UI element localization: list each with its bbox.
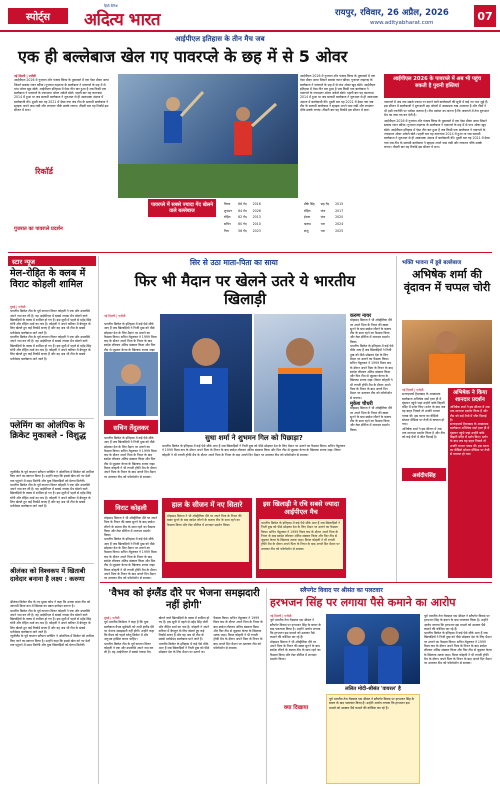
mid-right-name-2: मुकेश चौधरी bbox=[350, 400, 373, 407]
mid-photo-caption: सुधा शर्मा ने शुभमन गिल को पिछाड़ा? bbox=[205, 434, 303, 442]
lead-column-3 bbox=[300, 74, 378, 198]
left-col-body-3 bbox=[10, 600, 94, 780]
stats-cell: 60 गेंद bbox=[238, 222, 247, 227]
stats-cell: 2010 bbox=[252, 222, 261, 227]
section-label: स्पोर्ट्स bbox=[8, 8, 68, 24]
stats2-cell: ईशान bbox=[304, 215, 311, 220]
left-col-text-3c: न्यूजीलैंड के पूर्व कप्तान स्टीफन फ्लेमिंग ने ओलंपिक में क्रिकेट को शामिल किए जाने का स्वागत किया है। उन्होंने कहा कि इससे खेल को नए देशों तक पहुंचने में मदद मिलेगी और युवा खिलाड़ियों को प्रेरणा मिलेगी। bbox=[10, 634, 94, 647]
stats-cell: शुभमन bbox=[224, 208, 233, 213]
lead-stats-table-2 bbox=[300, 200, 347, 235]
mid-box-2-body: भारतीय क्रिकेट के इतिहास में कई ऐसे मौके आए हैं जब खिलाड़ियों ने निजी दुख को पीछे छोड़कर देश के लिए मैदान पर उतरने का फैसला किया। सचिन तेंदुलकर ने 1999 विश्व कप के दौरान अपने पिता के निधन के बाद स्वदेश लौटकर अंतिम संस्कार किया और फिर टीम से जुड़कर केन्या के खिलाफ शतक जड़ा। विराट कोहली ने भी रणजी ट्रॉफी मैच के दौरान अपने पिता के निधन के बाद अगले दिन मैदान पर उतरकर टीम को फॉलोऑन से बचाया। bbox=[259, 519, 343, 569]
stats2-cell: डीके सिंह bbox=[304, 202, 315, 207]
stats-cell: 62 गेंद bbox=[238, 215, 247, 220]
logo-tagline: हिंदी दैनिक bbox=[104, 4, 119, 8]
bottom-right-text-d: भारतीय क्रिकेट के इतिहास में कई ऐसे मौके आए हैं जब खिलाड़ियों ने निजी दुख को पीछे छोड़कर देश के लिए मैदान पर उतरने का फैसला किया। सचिन तेंदुलकर ने 1999 विश्व कप के दौरान अपने पिता के निधन के बाद स्वदेश लौटकर अंतिम संस्कार किया और फिर टीम से जुड़कर केन्या के खिलाफ शतक जड़ा। विराट कोहली ने भी रणजी ट्रॉफी मैच के दौरान अपने पिता के निधन के बाद अगले दिन मैदान पर उतरकर टीम को फॉलोऑन से बचाया। bbox=[424, 631, 492, 666]
bottom-yellow-box bbox=[326, 694, 420, 784]
stats2-cell: पांच bbox=[320, 215, 326, 220]
bottom-right-text-c: पूर्व भारतीय तेज गेंदबाज एस श्रीसंत ने स्लैपगेट विवाद पर हरभजन सिंह के बयान के बाद पलटवार किया है। उन्होंने आरोप लगाया कि हरभजन इस मामले को उठाकर पैसे कमाने की कोशिश कर रहे हैं। bbox=[424, 614, 490, 631]
lead-body-cont: आईपीएल 2026 में गुजरात और पंजाब किंग्स के मुकाबले में एक ऐसा मौका आया जिसने सबका ध्यान खींचा। गुजरात टाइटन्स के बल्लेबाज ने पावरप्ले के छह में से पांच ओवर खुद खेले। आईपीएल इतिहास में ऐसा तीन बार हुआ है जब किसी एक बल्लेबाज ने पावरप्ले के ज्यादातर ओवर अकेले खेले। पहली बार यह कारनामा 2014 में हुआ था जब सलामी बल्लेबाज ने शुरुआत से ही आक्रामक अंदाज में बल्लेबाजी की। दूसरी बार यह 2021 में देखा गया जब टीम के सलामी बल्लेबाज ने स्ट्राइक अपने पास रखी और लगातार चौके छक्के लगाए। तीसरी बार यह रिकॉर्ड इस सीजन में बना। bbox=[300, 74, 378, 113]
page-number: 07 bbox=[474, 5, 496, 27]
stats2-row bbox=[302, 202, 345, 207]
stats2-cell: चार bbox=[320, 228, 325, 233]
mid-subhead-2: विराट कोहली bbox=[104, 500, 158, 514]
right-kicker: भक्ति भावना में डूबे बल्लेबाज bbox=[402, 260, 462, 266]
left-col-headline: मेल-रोहित के क्लब में विराट कोहली शामिल bbox=[10, 268, 86, 290]
mid-photo-1 bbox=[104, 352, 158, 416]
bottom-left-byline: मुंबई | एजेंसी bbox=[104, 616, 120, 620]
col-rule-left bbox=[98, 256, 99, 784]
right-body-b: अभिषेक शर्मा ने इस सीजन में अब तक शानदार प्रदर्शन किया है और टीम को कई मैचों में जीत दिलाई है। bbox=[402, 426, 445, 440]
stats2-cell: 2020 bbox=[335, 215, 344, 220]
bottom-left-body bbox=[104, 616, 264, 784]
bottom-col-rule bbox=[266, 588, 267, 784]
bottom-right-col-3 bbox=[424, 614, 492, 784]
left-col-headline-3: श्रीलंका को विश्वकप में खिताबी दावेदार बनाना है लक्ष्य : करुणा bbox=[10, 567, 86, 583]
mid-box-1 bbox=[162, 498, 252, 578]
right-subhead: अर्शदीपसिंह bbox=[402, 468, 446, 481]
stats2-cell: चार bbox=[320, 222, 325, 227]
left-col-body-2 bbox=[10, 470, 94, 560]
stats2-row bbox=[302, 215, 345, 220]
mid-photo-2 bbox=[160, 314, 252, 432]
lead-right-body bbox=[384, 100, 490, 250]
stats-row bbox=[222, 209, 263, 214]
mid-intro bbox=[104, 322, 158, 350]
left-divider-1 bbox=[10, 418, 94, 419]
mid-subhead-1: सचिन तेंदुलकर bbox=[104, 420, 158, 434]
stats2-row bbox=[302, 222, 345, 227]
mid-byline: नई दिल्ली | एजेंसी bbox=[104, 314, 126, 318]
stats2-row bbox=[302, 228, 345, 233]
mid-right-name: करुण नायर bbox=[350, 313, 372, 319]
left-col-text-2b: भारतीय क्रिकेट टीम के पूर्व कप्तान विराट कोहली ने एक और उपलब्धि अपने नाम कर ली है। वह आईपीएल में सबसे ज्यादा मैच खेलने वाले खिलाड़ियों के क्लब में शामिल हो गए हैं। इस सूची में पहले से महेंद्र सिंह धोनी और रोहित शर्मा का नाम है। कोहली ने अपने करियर में बेंगलुरु के लिए खेलते हुए कई रिकॉर्ड बनाए हैं और वह अब भी टीम के सबसे भरोसेमंद बल्लेबाज माने जाते हैं। bbox=[10, 482, 92, 509]
lead-kicker: आईपीएल इतिहास के तीन मैच जब bbox=[175, 35, 265, 43]
right-box-title: अभिषेक ने किया शानदार प्रदर्शन bbox=[452, 390, 488, 403]
stats2-cell: छह गेंद bbox=[320, 202, 330, 207]
city-date: रायपुर, रविवार, 26 अप्रैल, 2026 bbox=[335, 8, 449, 18]
mid-right-text-c: मोहम्मद सिराज ने भी ऑस्ट्रेलिया दौरे पर अपने पिता के निधन की खबर सुनने के बाद स्वदेश लौटने के बजाय टीम के साथ रहने का फैसला किया और टेस्ट सीरीज में शानदार प्रदर्शन किया। bbox=[350, 406, 392, 432]
lead-subhead-2: गुजरात का पावरप्ले प्रदर्शन bbox=[14, 226, 63, 232]
stats2-cell: रोहित bbox=[304, 208, 311, 213]
mid-right-text-b: भारतीय क्रिकेट के इतिहास में कई ऐसे मौके आए हैं जब खिलाड़ियों ने निजी दुख को पीछे छोड़कर देश के लिए मैदान पर उतरने का फैसला किया। सचिन तेंदुलकर ने 1999 विश्व कप के दौरान अपने पिता के निधन के बाद स्वदेश लौटकर अंतिम संस्कार किया और फिर टीम से जुड़कर केन्या के खिलाफ शतक जड़ा। विराट कोहली ने भी रणजी ट्रॉफी मैच के दौरान अपने पिता के निधन के बाद अगले दिन मैदान पर उतरकर टीम को फॉलोऑन से बचाया। bbox=[350, 344, 394, 400]
mid-intro-text: भारतीय क्रिकेट के इतिहास में कई ऐसे मौके आए हैं जब खिलाड़ियों ने निजी दुख को पीछे छोड़कर देश के लिए मैदान पर उतरने का फैसला किया। सचिन तेंदुलकर ने 1999 विश्व कप के दौरान अपने पिता के निधन के बाद स्वदेश लौटकर अंतिम संस्कार किया और फिर टीम से जुड़कर केन्या के खिलाफ शतक जड़ा। bbox=[104, 322, 157, 352]
left-col-text: भारतीय क्रिकेट टीम के पूर्व कप्तान विराट कोहली ने एक और उपलब्धि अपने नाम कर ली है। वह आईपीएल में सबसे ज्यादा मैच खेलने वाले खिलाड़ियों के क्लब में शामिल हो गए हैं। इस सूची में पहले से महेंद्र सिंह धोनी और रोहित शर्मा का नाम है। कोहली ने अपने करियर में बेंगलुरु के लिए खेलते हुए कई रिकॉर्ड बनाए हैं और वह अब भी टीम के सबसे भरोसेमंद बल्लेबाज माने जाते हैं। bbox=[10, 309, 92, 335]
stats-row bbox=[222, 215, 263, 220]
mid-col-1 bbox=[104, 436, 158, 496]
bottom-right-photo bbox=[326, 614, 420, 684]
mid-headline: फिर भी मैदान पर खेलने उतरे ये भारतीय खिलाड़ी bbox=[134, 272, 356, 308]
lead-photo-caption: पावरप्ले में सबसे ज्यादा गेंद खेलने वाले बल्लेबाज bbox=[148, 199, 216, 217]
stats2-cell: 2025 bbox=[335, 228, 344, 233]
left-col-text-3: श्रीलंका क्रिकेट टीम के नए मुख्य कोच ने कहा कि उनका लक्ष्य टीम को आगामी विश्व कप में खिताब का प्रबल दावेदार बनाना है। bbox=[10, 600, 91, 609]
bottom-right-byline: नई दिल्ली | एजेंसी bbox=[270, 614, 292, 618]
mid-col-2-text: मोहम्मद सिराज ने भी ऑस्ट्रेलिया दौरे पर अपने पिता के निधन की खबर सुनने के बाद स्वदेश लौटने के बजाय टीम के साथ रहने का फैसला किया और टेस्ट सीरीज में शानदार प्रदर्शन किया। bbox=[104, 516, 158, 538]
divider bbox=[8, 252, 492, 253]
bottom-right-headline: हरभजन सिंह पर लगाया पैसे कमाने का आरोप bbox=[270, 596, 456, 609]
stats-cell: 64 गेंद bbox=[238, 208, 247, 213]
bottom-yellow-text: पूर्व भारतीय तेज गेंदबाज एस श्रीसंत ने स्लैपगेट विवाद पर हरभजन सिंह के बयान के बाद पलटवार किया है। उन्होंने आरोप लगाया कि हरभजन इस मामले को उठाकर पैसे कमाने की कोशिश कर रहे हैं। bbox=[329, 697, 415, 710]
right-col-1 bbox=[402, 388, 446, 578]
stats-cell: 66 गेंद bbox=[238, 202, 247, 207]
stats2-cell: संजू bbox=[304, 228, 309, 233]
stats-cell: रोहित bbox=[224, 215, 231, 220]
logo bbox=[84, 4, 202, 30]
bottom-left-text-b: भारतीय क्रिकेट टीम के पूर्व कप्तान विराट कोहली ने एक और उपलब्धि अपने नाम कर ली है। वह आईपीएल में सबसे ज्यादा मैच खेलने वाले खिलाड़ियों के क्लब में शामिल हो गए हैं। इस सूची में पहले से महेंद्र सिंह धोनी और रोहित शर्मा का नाम है। कोहली ने अपने करियर में बेंगलुरु के लिए खेलते हुए कई रिकॉर्ड बनाए हैं और वह अब भी टीम के सबसे भरोसेमंद बल्लेबाज माने जाते हैं। bbox=[104, 616, 210, 655]
stats2-cell: 2024 bbox=[335, 222, 344, 227]
bottom-divider bbox=[100, 582, 492, 583]
left-divider-2 bbox=[10, 563, 94, 564]
stats-cell: सचिन bbox=[224, 222, 231, 227]
mid-box-2-title: इस खिलाड़ी ने रचि सबसे ज्यादा आईपीएल मैच bbox=[262, 500, 340, 516]
stats-cell: गिल bbox=[224, 228, 229, 233]
lead-right-text: पावरप्ले में अब तक सबसे ज्यादा रन बनाने वाले बल्लेबाजों की सूची में कई नए नाम जुड़े हैं। इस सीजन में बल्लेबाजों ने शुरुआती छह ओवरों में आक्रामक रुख अपनाया है और टीमों ने भी इसी रणनीति पर भरोसा जताया है। टीम प्रबंधन का मानना है कि पावरप्ले में तेज शुरुआत मैच का रुख तय कर देती है। bbox=[384, 100, 489, 117]
lead-byline: नई दिल्ली | एजेंसी bbox=[14, 74, 36, 78]
right-body: सनराइजर्स हैदराबाद के आक्रामक बल्लेबाज अभिषेक शर्मा हाल ही में वृंदावन पहुंचे जहां उन्होंने बांके बिहारी मंदिर में दर्शन किए। दर्शन के बाद जब वह बाहर निकले तो उनकी चप्पल गायब थी। इस घटना का वीडियो सोशल मीडिया पर तेजी से वायरल हो गया। bbox=[402, 392, 446, 427]
mid-caption-text: भारतीय क्रिकेट के इतिहास में कई ऐसे मौके आए हैं जब खिलाड़ियों ने निजी दुख को पीछे छोड़कर देश के लिए मैदान पर उतरने का फैसला किया। सचिन तेंदुलकर ने 1999 विश्व कप के दौरान अपने पिता के निधन के बाद स्वदेश लौटकर अंतिम संस्कार किया और फिर टीम से जुड़कर केन्या के खिलाफ शतक जड़ा। विराट कोहली ने भी रणजी ट्रॉफी मैच के दौरान अपने पिता के निधन के बाद अगले दिन मैदान पर उतरकर टीम को फॉलोऑन से बचाया। bbox=[162, 444, 346, 457]
bottom-photo-caption: ललित मोदी-श्रीसंत 'वायरल' है bbox=[345, 686, 401, 692]
bottom-right-col-1 bbox=[270, 614, 322, 784]
lead-headline: एक ही बल्लेबाज खेल गए पावरप्ले के छह में से 5 ओवर bbox=[18, 47, 348, 66]
bottom-right-text: पूर्व भारतीय तेज गेंदबाज एस श्रीसंत ने स्लैपगेट विवाद पर हरभजन सिंह के बयान के बाद पलटवार किया है। उन्होंने आरोप लगाया कि हरभजन इस मामले को उठाकर पैसे कमाने की कोशिश कर रहे हैं। bbox=[270, 618, 321, 640]
logo-text: अदित्य भारत bbox=[84, 10, 161, 30]
lead-right-box: आईपीएल 2026 के पावरप्ले में अब भी पहुंच सकती है पुरानी हस्तियां bbox=[384, 74, 490, 98]
lead-stats-table bbox=[220, 200, 265, 235]
right-box-text: अभिषेक शर्मा ने इस सीजन में अब तक शानदार प्रदर्शन किया है और टीम को कई मैचों में जीत दिलाई है। bbox=[450, 405, 490, 422]
website: www.adityabharat.com bbox=[370, 20, 434, 26]
bottom-left-headline: 'वैभव को इंग्लैंड दौरे पर भेजना समझदारी नहीं होगी' bbox=[108, 588, 260, 611]
lead-body: आईपीएल 2026 में गुजरात और पंजाब किंग्स के मुकाबले में एक ऐसा मौका आया जिसने सबका ध्यान खींचा। गुजरात टाइटन्स के बल्लेबाज ने पावरप्ले के छह में से पांच ओवर खुद खेले। आईपीएल इतिहास में ऐसा तीन बार हुआ है जब किसी एक बल्लेबाज ने पावरप्ले के ज्यादातर ओवर अकेले खेले। पहली बार यह कारनामा 2014 में हुआ था जब सलामी बल्लेबाज ने शुरुआत से ही आक्रामक अंदाज में बल्लेबाजी की। दूसरी बार यह 2021 में देखा गया जब टीम के सलामी बल्लेबाज ने स्ट्राइक अपने पास रखी और लगातार चौके छक्के लगाए। तीसरी बार यह रिकॉर्ड इस सीजन में बना। bbox=[14, 78, 109, 113]
mid-col-2-text-b: भारतीय क्रिकेट के इतिहास में कई ऐसे मौके आए हैं जब खिलाड़ियों ने निजी दुख को पीछे छोड़कर देश के लिए मैदान पर उतरने का फैसला किया। सचिन तेंदुलकर ने 1999 विश्व कप के दौरान अपने पिता के निधन के बाद स्वदेश लौटकर अंतिम संस्कार किया और फिर टीम से जुड़कर केन्या के खिलाफ शतक जड़ा। विराट कोहली ने भी रणजी ट्रॉफी मैच के दौरान अपने पिता के निधन के बाद अगले दिन मैदान पर उतरकर टीम को फॉलोऑन से बचाया। bbox=[104, 537, 157, 581]
stats-cell: 2026 bbox=[252, 208, 261, 213]
mid-box-2 bbox=[256, 498, 346, 578]
right-box bbox=[448, 388, 492, 578]
masthead bbox=[0, 0, 500, 30]
bottom-left-text-c: भारतीय क्रिकेट के इतिहास में कई ऐसे मौके आए हैं जब खिलाड़ियों ने निजी दुख को पीछे छोड़कर देश के लिए मैदान पर उतरने का फैसला किया। सचिन तेंदुलकर ने 1999 विश्व कप के दौरान अपने पिता के निधन के बाद स्वदेश लौटकर अंतिम संस्कार किया और फिर टीम से जुड़कर केन्या के खिलाफ शतक जड़ा। विराट कोहली ने भी रणजी ट्रॉफी मैच के दौरान अपने पिता के निधन के बाद अगले दिन मैदान पर उतरकर टीम को फॉलोऑन से बचाया। bbox=[158, 616, 263, 655]
right-headline: अभिषेक शर्मा की वृंदावन में चप्पल चोरी bbox=[403, 268, 491, 294]
stats2-cell: पांच bbox=[320, 208, 326, 213]
left-col-text-more: भारतीय क्रिकेट टीम के पूर्व कप्तान विराट कोहली ने एक और उपलब्धि अपने नाम कर ली है। वह आईपीएल में सबसे ज्यादा मैच खेलने वाले खिलाड़ियों के क्लब में शामिल हो गए हैं। इस सूची में पहले से महेंद्र सिंह धोनी और रोहित शर्मा का नाम है। कोहली ने अपने करियर में बेंगलुरु के लिए खेलते हुए कई रिकॉर्ड बनाए हैं और वह अब भी टीम के सबसे भरोसेमंद बल्लेबाज माने जाते हैं। bbox=[10, 335, 92, 361]
stats-cell: 56 गेंद bbox=[238, 228, 247, 233]
mid-right-col bbox=[350, 314, 394, 578]
mid-col-1-text: भारतीय क्रिकेट के इतिहास में कई ऐसे मौके आए हैं जब खिलाड़ियों ने निजी दुख को पीछे छोड़कर देश के लिए मैदान पर उतरने का फैसला किया। सचिन तेंदुलकर ने 1999 विश्व कप के दौरान अपने पिता के निधन के बाद स्वदेश लौटकर अंतिम संस्कार किया और फिर टीम से जुड़कर केन्या के खिलाफ शतक जड़ा। विराट कोहली ने भी रणजी ट्रॉफी मैच के दौरान अपने पिता के निधन के बाद अगले दिन मैदान पर उतरकर टीम को फॉलोऑन से बचाया। bbox=[104, 436, 157, 479]
left-col-body bbox=[10, 305, 94, 415]
bottom-left-text: पूर्व भारतीय क्रिकेटर ने कहा है कि युवा बल्लेबाज वैभव सूर्यवंशी को अभी इंग्लैंड दौरे पर भेजना समझदारी नहीं होगी। उन्होंने कहा कि वैभव को पहले घरेलू क्रिकेट में और अनुभव हासिल करना चाहिए। bbox=[104, 620, 155, 642]
stats-cell: 2016 bbox=[252, 202, 261, 207]
left-col-byline: मुंबई | एजेंसी bbox=[10, 305, 26, 309]
stats2-cell: 2015 bbox=[335, 202, 344, 207]
stats-row bbox=[222, 222, 263, 227]
stats2-cell: ऋषभ bbox=[304, 222, 311, 227]
bottom-right-text-b: मोहम्मद सिराज ने भी ऑस्ट्रेलिया दौरे पर अपने पिता के निधन की खबर सुनने के बाद स्वदेश लौटने के बजाय टीम के साथ रहने का फैसला किया और टेस्ट सीरीज में शानदार प्रदर्शन किया। bbox=[270, 639, 321, 661]
mid-kicker: सिर से उठा माता-पिता का साया bbox=[190, 258, 278, 267]
stats2-row bbox=[302, 209, 345, 214]
left-col-headline-2: फ्लेमिंग का ओलंपिक के क्रिकेट मुकाबले - विशुद्ध bbox=[10, 421, 86, 441]
stats2-cell: 2017 bbox=[335, 208, 344, 213]
left-col-text-3b: भारतीय क्रिकेट टीम के पूर्व कप्तान विराट कोहली ने एक और उपलब्धि अपने नाम कर ली है। वह आईपीएल में सबसे ज्यादा मैच खेलने वाले खिलाड़ियों के क्लब में शामिल हो गए हैं। इस सूची में पहले से महेंद्र सिंह धोनी और रोहित शर्मा का नाम है। कोहली ने अपने करियर में बेंगलुरु के लिए खेलते हुए कई रिकॉर्ड बनाए हैं और वह अब भी टीम के सबसे भरोसेमंद बल्लेबाज माने जाते हैं। bbox=[10, 608, 92, 635]
right-photo bbox=[402, 320, 492, 384]
lead-column-1 bbox=[14, 74, 110, 249]
top-rule bbox=[0, 30, 500, 32]
mid-right-text: मोहम्मद सिराज ने भी ऑस्ट्रेलिया दौरे पर अपने पिता के निधन की खबर सुनने के बाद स्वदेश लौटने के बजाय टीम के साथ रहने का फैसला किया और टेस्ट सीरीज में शानदार प्रदर्शन किया। bbox=[350, 318, 392, 344]
lead-subhead: रिकॉर्ड bbox=[24, 165, 64, 177]
stats-cell: 2013 bbox=[252, 215, 261, 220]
bottom-kicker: स्लैपगेट विवाद पर श्रीसंत का पलटवार bbox=[300, 587, 383, 594]
lead-photo bbox=[118, 74, 298, 198]
mid-caption-body bbox=[162, 444, 346, 494]
bottom-label: क्या दिखाया bbox=[270, 700, 322, 713]
col-rule-right bbox=[396, 256, 397, 582]
mid-col-2 bbox=[104, 516, 158, 581]
right-box-body bbox=[450, 405, 490, 565]
stats-row bbox=[222, 202, 263, 207]
right-byline: नई दिल्ली | एजेंसी bbox=[402, 388, 424, 392]
left-col-label: स्टार न्यूज bbox=[8, 256, 96, 266]
mid-photo-3 bbox=[254, 314, 346, 432]
lead-right-text-cont: आईपीएल 2026 में गुजरात और पंजाब किंग्स के मुकाबले में एक ऐसा मौका आया जिसने सबका ध्यान खींचा। गुजरात टाइटन्स के बल्लेबाज ने पावरप्ले के छह में से पांच ओवर खुद खेले। आईपीएल इतिहास में ऐसा तीन बार हुआ है जब किसी एक बल्लेबाज ने पावरप्ले के ज्यादातर ओवर अकेले खेले। पहली बार यह कारनामा 2014 में हुआ था जब सलामी बल्लेबाज ने शुरुआत से ही आक्रामक अंदाज में बल्लेबाजी की। दूसरी बार यह 2021 में देखा गया जब टीम के सलामी बल्लेबाज ने स्ट्राइक अपने पास रखी और लगातार चौके छक्के लगाए। तीसरी बार यह रिकॉर्ड इस सीजन में बना। bbox=[384, 119, 490, 149]
stats-cell: 2023 bbox=[252, 228, 261, 233]
left-col-text-2: न्यूजीलैंड के पूर्व कप्तान स्टीफन फ्लेमिंग ने ओलंपिक में क्रिकेट को शामिल किए जाने का स्वागत किया है। उन्होंने कहा कि इससे खेल को नए देशों तक पहुंचने में मदद मिलेगी और युवा खिलाड़ियों को प्रेरणा मिलेगी। bbox=[10, 470, 94, 483]
stats-row bbox=[222, 228, 263, 233]
mid-box-1-body: मोहम्मद सिराज ने भी ऑस्ट्रेलिया दौरे पर अपने पिता के निधन की खबर सुनने के बाद स्वदेश लौटने के बजाय टीम के साथ रहने का फैसला किया और टेस्ट सीरीज में शानदार प्रदर्शन किया। bbox=[165, 512, 249, 562]
right-box-text-b: सनराइजर्स हैदराबाद के आक्रामक बल्लेबाज अभिषेक शर्मा हाल ही में वृंदावन पहुंचे जहां उन्होंने बांके बिहारी मंदिर में दर्शन किए। दर्शन के बाद जब वह बाहर निकले तो उनकी चप्पल गायब थी। इस घटना का वीडियो सोशल मीडिया पर तेजी से वायरल हो गया। bbox=[450, 422, 490, 457]
mid-box-1-title: हाल के सीजन में नए सितारे bbox=[171, 501, 243, 509]
stats-cell: विराट bbox=[224, 202, 231, 207]
